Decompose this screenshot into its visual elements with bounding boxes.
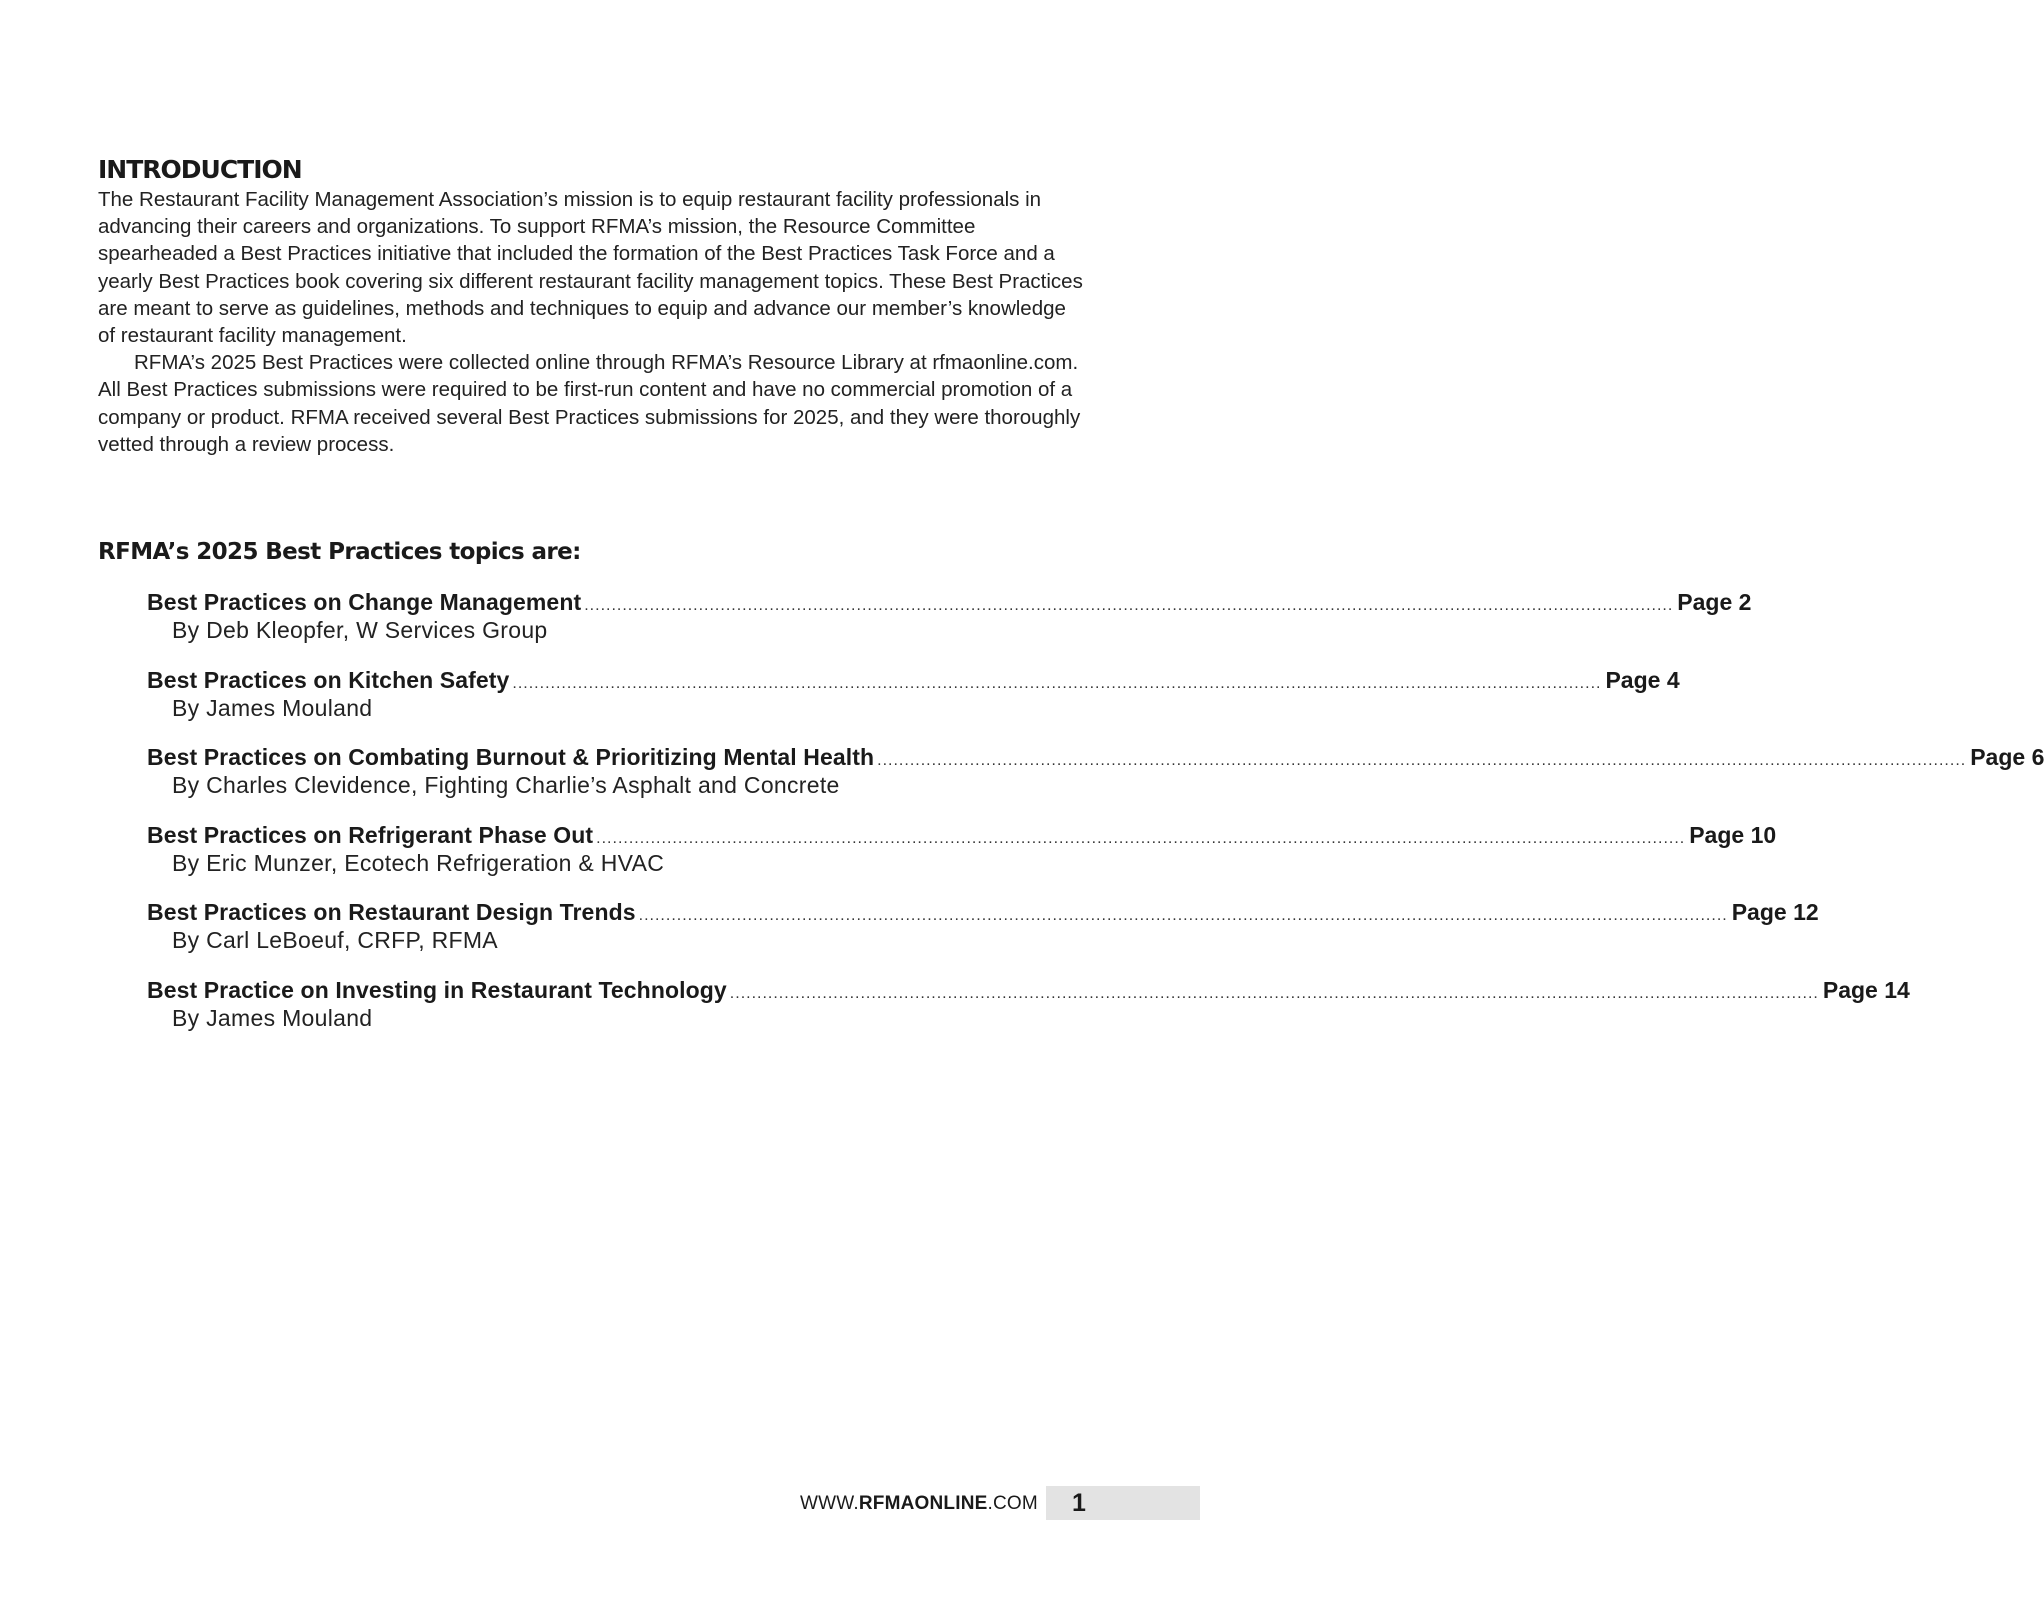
topic-title: Best Practices on Refrigerant Phase Out (147, 821, 594, 848)
topic-title: Best Practices on Change Management (147, 589, 582, 615)
topic-page: Page 12 (1731, 899, 1819, 926)
topic-title: Best Practices on Combating Burnout & Prioritizing Mental Health (147, 744, 875, 771)
footer-url-domain: RFMAONLINE (858, 1493, 988, 1514)
topic-title: Best Practices on Kitchen Safety (147, 666, 510, 693)
topic-entry (147, 588, 1752, 666)
topic-author: By Eric Munzer, Ecotech Refrigeration & HVAC (172, 849, 665, 876)
topic-author: By Carl LeBoeuf, CRFP, RFMA (172, 927, 498, 954)
topic-page: Page 2 (1677, 589, 1752, 615)
introduction-paragraph: The Restaurant Facility Management Association’s mission is to equip restaurant facility professionals in advancing their careers and organizations. To support RFMA’s mission, the Resource Committee spearheaded a Best Practices initiative that included the formation of the Best Practices Task Force and a yearly Best Practices book covering six different restaurant facility management topics. These Best Practices are meant to serve as guidelines, methods and techniques to equip and advance our member’s knowledge of restaurant facility management. (98, 188, 1083, 348)
introduction-heading: INTRODUCTION (98, 155, 302, 184)
topic-title: Best Practice on Investing in Restaurant Technology (147, 976, 727, 1003)
topic-entry (147, 743, 2044, 821)
topic-page: Page 10 (1689, 821, 1777, 848)
page-number: 1 (1072, 1489, 1086, 1517)
footer-website (800, 1492, 1038, 1516)
topic-page: Page 6 (1970, 744, 2044, 771)
topics-list (147, 588, 2044, 1054)
topic-page: Page 4 (1605, 666, 1680, 693)
introduction-section (98, 154, 1088, 458)
topic-entry (147, 666, 1680, 744)
topic-entry (147, 898, 1819, 976)
topic-author: By Charles Clevidence, Fighting Charlie’s Asphalt and Concrete (172, 772, 840, 799)
page-number-tab (1046, 1486, 1200, 1520)
dot-leader: ........................................................................................................................................................................................................ (729, 984, 1819, 1002)
topic-page: Page 14 (1822, 976, 1910, 1003)
dot-leader: ........................................................................................................................................................................................................ (512, 674, 1602, 692)
dot-leader: ........................................................................................................................................................................................................ (584, 597, 1674, 614)
dot-leader: ........................................................................................................................................................................................................ (638, 907, 1728, 925)
topic-author: By James Mouland (172, 1004, 373, 1031)
introduction-paragraph: RFMA’s 2025 Best Practices were collected online through RFMA’s Resource Library at rfmaonline.com. All Best Practices submissions were required to be first-run content and have no commercial promotion of a company or product. RFMA received several Best Practices submissions for 2025, and they were thoroughly vetted through a review process. (98, 351, 1081, 456)
dot-leader: ........................................................................................................................................................................................................ (877, 752, 1967, 770)
topic-author: By James Mouland (172, 694, 373, 721)
footer-url-suffix: .COM (987, 1493, 1038, 1514)
topics-heading: RFMA’s 2025 Best Practices topics are: (98, 539, 581, 565)
topic-author: By Deb Kleopfer, W Services Group (172, 617, 548, 643)
topic-title: Best Practices on Restaurant Design Trends (147, 899, 636, 926)
topic-entry (147, 821, 1777, 899)
footer-url-prefix: WWW. (800, 1493, 859, 1514)
topic-entry (147, 976, 1910, 1054)
dot-leader: ........................................................................................................................................................................................................ (596, 829, 1686, 847)
